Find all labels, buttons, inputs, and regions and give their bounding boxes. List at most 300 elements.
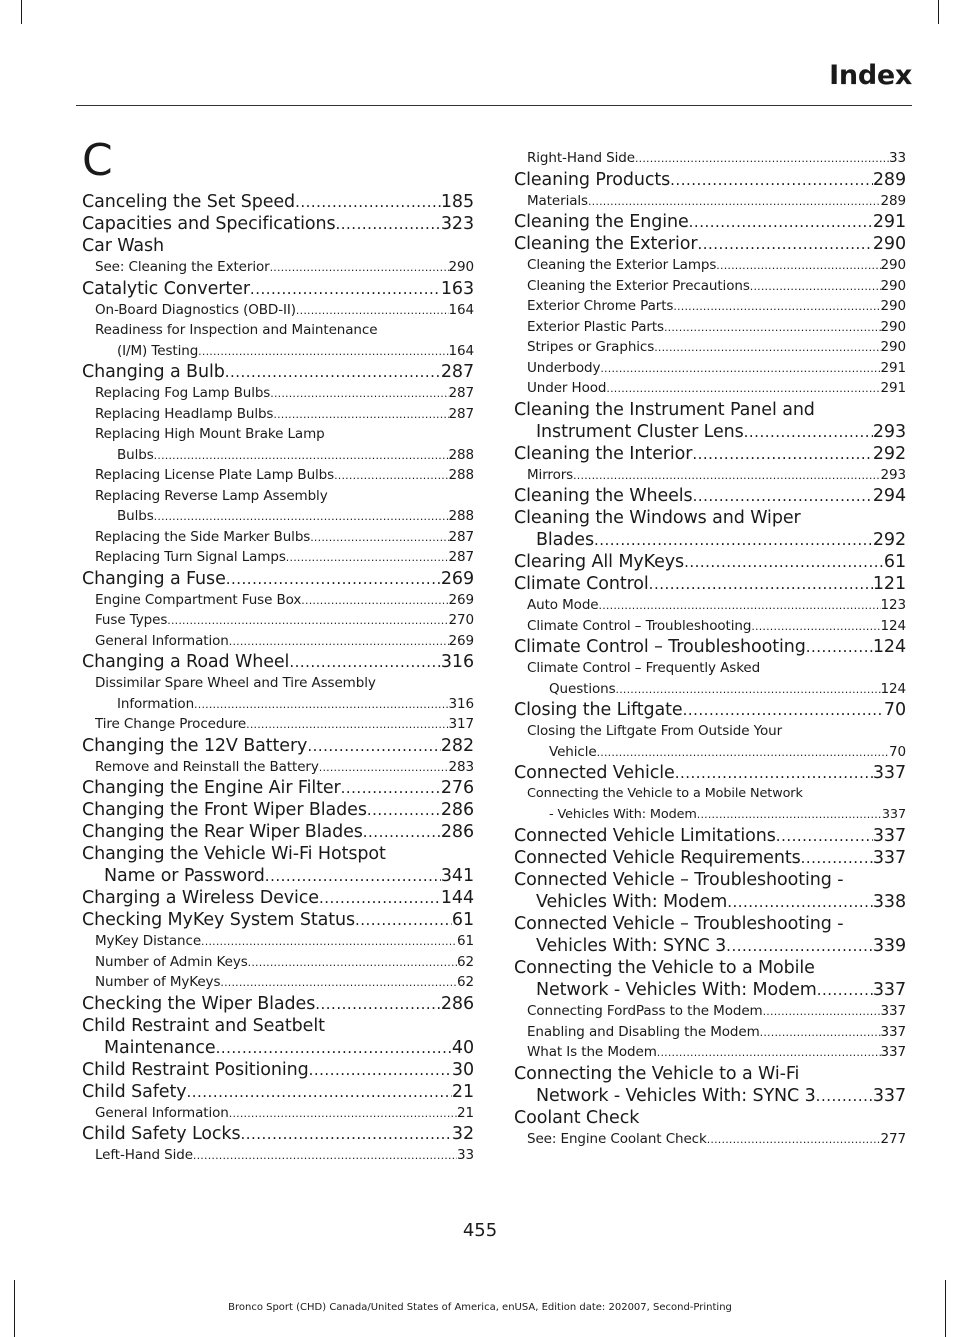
dot-leader [194, 695, 448, 716]
index-subentry [82, 714, 474, 736]
entry-page-number: 287 [448, 405, 474, 422]
entry-page-number: 291 [880, 359, 906, 376]
dot-leader [606, 379, 880, 400]
entry-label: Cleaning the Engine [514, 212, 689, 232]
entry-page-number: 287 [440, 362, 474, 382]
dot-leader [806, 636, 873, 658]
dot-leader [664, 318, 881, 339]
entry-label: Cleaning the Exterior Precautions [527, 277, 750, 294]
index-subentry [82, 757, 474, 779]
entry-page-number: 33 [889, 150, 906, 166]
entry-label: Closing the Liftgate [514, 700, 683, 720]
entry-label: Replacing the Side Marker Bulbs [95, 528, 311, 545]
entry-page-number: 164 [448, 342, 474, 359]
index-subentry [514, 378, 906, 400]
index-subentry [82, 952, 474, 974]
dot-leader [726, 935, 873, 957]
dot-leader [600, 359, 880, 380]
entry-page-number: 291 [880, 380, 906, 396]
index-subentry [514, 148, 906, 170]
index-entry [82, 1059, 474, 1081]
index-entry [82, 1081, 474, 1103]
index-subentry [82, 383, 474, 405]
index-subentry [82, 610, 474, 632]
index-subentry [514, 721, 906, 763]
entry-label: Changing a Road Wheel [82, 652, 290, 672]
entry-label: Information [117, 695, 195, 712]
index-entry [82, 735, 474, 757]
entry-page-number: 337 [872, 1085, 906, 1106]
dot-leader [319, 887, 441, 909]
entry-page-number: 293 [880, 466, 906, 483]
dot-leader [675, 762, 873, 784]
entry-label: Cleaning Products [514, 169, 671, 190]
entry-label: Materials [527, 192, 588, 209]
dot-leader [265, 865, 441, 887]
index-entry [82, 1015, 474, 1059]
entry-page-number: 337 [880, 1044, 906, 1060]
dot-leader [301, 591, 448, 612]
dot-leader [198, 342, 448, 363]
entry-label: Changing the Front Wiper Blades [82, 800, 367, 820]
index-subentry [514, 658, 906, 700]
entry-label: MyKey Distance [95, 933, 202, 949]
entry-label: Replacing Fog Lamp Bulbs [95, 385, 271, 401]
index-entry [82, 887, 474, 909]
dot-leader [220, 973, 457, 994]
index-subentry [82, 320, 474, 362]
index-subentry [82, 547, 474, 569]
index-entry [514, 573, 906, 595]
dot-leader [250, 278, 441, 300]
dot-leader [273, 405, 448, 426]
entry-label: Changing the Engine Air Filter [82, 778, 341, 798]
index-subentry [82, 300, 474, 322]
entry-label: Left-Hand Side [95, 1147, 193, 1163]
entry-page-number: 144 [440, 888, 474, 908]
entry-label: Name or Password [104, 866, 265, 886]
entry-page-number: 124 [880, 617, 906, 634]
dot-leader [336, 213, 441, 235]
index-entry [514, 233, 906, 255]
entry-page-number: 185 [440, 192, 474, 212]
dot-leader [341, 777, 441, 799]
entry-label: Replacing High Mount Brake Lamp [95, 426, 325, 442]
index-entry [514, 762, 906, 784]
entry-label: Questions [549, 680, 616, 697]
index-entry [82, 235, 474, 257]
index-subentry [82, 1103, 474, 1125]
entry-page-number: 32 [451, 1124, 474, 1144]
entry-label: See: Cleaning the Exterior [95, 259, 270, 275]
entry-page-number: 269 [440, 568, 474, 589]
entry-label: Connected Vehicle [514, 763, 675, 783]
entry-label: Fuse Types [95, 612, 168, 628]
entry-label: Climate Control – Frequently Asked [527, 660, 761, 676]
title-divider [76, 105, 912, 106]
entry-page-number: 337 [880, 1003, 906, 1019]
index-subentry [82, 486, 474, 528]
entry-label: Capacities and Specifications [82, 214, 336, 234]
entry-label: Replacing Headlamp Bulbs [95, 405, 274, 422]
entry-page-number: 277 [880, 1130, 906, 1147]
index-entry [82, 278, 474, 300]
entry-label: Replacing Turn Signal Lamps [95, 549, 286, 565]
index-entry [82, 361, 474, 383]
entry-label: Replacing Reverse Lamp Assembly [95, 487, 328, 504]
dot-leader [750, 277, 881, 298]
entry-page-number: 33 [457, 1147, 474, 1163]
entry-label: Car Wash [82, 236, 165, 256]
entry-label: Right-Hand Side [527, 150, 635, 166]
entry-label: Engine Compartment Fuse Box [95, 591, 302, 608]
entry-page-number: 290 [880, 277, 906, 294]
page-footer: Bronco Sport (CHD) Canada/United States of America, enUSA, Edition date: 202007, Second-Printing [228, 1302, 732, 1313]
entry-label: Connecting the Vehicle to a Mobile [514, 958, 815, 978]
dot-leader [310, 528, 448, 549]
entry-page-number: 287 [448, 385, 474, 401]
entry-page-number: 70 [883, 700, 906, 720]
entry-label: Connected Vehicle – Troubleshooting - [514, 870, 844, 890]
entry-page-number: 287 [448, 528, 474, 545]
entry-page-number: 337 [872, 826, 906, 846]
entry-label: Blades [536, 530, 594, 550]
entry-label: Connected Vehicle – Troubleshooting - [514, 914, 844, 934]
entry-label: (I/M) Testing [117, 342, 199, 359]
entry-page-number: 288 [448, 467, 474, 483]
dot-leader [270, 258, 449, 279]
entry-label: Closing the Liftgate From Outside Your [527, 723, 783, 739]
entry-page-number: 124 [872, 637, 906, 657]
index-subentry [82, 590, 474, 612]
index-subentry [514, 1042, 906, 1064]
entry-page-number: 21 [451, 1081, 474, 1102]
dot-leader [240, 1123, 451, 1145]
dot-leader [167, 611, 448, 632]
entry-page-number: 70 [889, 743, 906, 760]
entry-page-number: 289 [880, 192, 906, 209]
dot-leader [573, 466, 880, 487]
entry-page-number: 317 [448, 716, 474, 732]
entry-label: See: Engine Coolant Check [527, 1130, 707, 1147]
entry-label: Mirrors [527, 466, 574, 483]
entry-page-number: 293 [872, 421, 906, 442]
entry-page-number: 123 [880, 597, 906, 613]
entry-page-number: 288 [448, 508, 474, 524]
dot-leader [597, 743, 889, 764]
index-entry [82, 777, 474, 799]
dot-leader [657, 1043, 881, 1064]
entry-label: Cleaning the Windows and Wiper [514, 508, 801, 528]
page-number: 455 [462, 1220, 498, 1241]
dot-leader [707, 1130, 881, 1151]
entry-label: Network - Vehicles With: SYNC 3 [536, 1085, 816, 1106]
entry-label: Instrument Cluster Lens [536, 421, 744, 442]
entry-page-number: 337 [872, 980, 906, 1000]
dot-leader [289, 651, 441, 673]
index-entry [82, 993, 474, 1015]
index-entry [82, 843, 474, 887]
entry-label: Cleaning the Instrument Panel and [514, 399, 815, 420]
dot-leader [307, 735, 441, 757]
dot-leader [616, 680, 881, 701]
dot-leader [654, 338, 880, 359]
index-subentry [82, 424, 474, 466]
entry-page-number: 294 [872, 486, 906, 506]
entry-label: Child Safety Locks [82, 1124, 241, 1144]
entry-page-number: 338 [872, 892, 906, 912]
index-entry [514, 1063, 906, 1107]
dot-leader [201, 932, 457, 953]
entry-label: Remove and Reinstall the Battery [95, 758, 319, 775]
entry-label: Charging a Wireless Device [82, 888, 319, 908]
index-subentry [514, 317, 906, 339]
entry-label: Cleaning the Wheels [514, 486, 693, 506]
index-subentry [514, 1001, 906, 1023]
index-entry [514, 485, 906, 507]
crop-mark-top-left [21, 0, 22, 24]
entry-page-number: 21 [457, 1104, 474, 1121]
index-subentry [82, 1145, 474, 1167]
entry-page-number: 286 [440, 822, 474, 842]
entry-page-number: 61 [457, 933, 474, 949]
entry-page-number: 269 [448, 591, 474, 608]
entry-page-number: 286 [440, 800, 474, 820]
index-entry [514, 913, 906, 957]
dot-leader [248, 953, 457, 974]
entry-page-number: 62 [457, 953, 474, 970]
index-subentry [82, 931, 474, 953]
dot-leader [689, 211, 873, 233]
index-subentry [82, 673, 474, 715]
index-entry [82, 1123, 474, 1145]
entry-page-number: 337 [881, 806, 906, 822]
entry-label: Child Restraint Positioning [82, 1059, 309, 1080]
entry-label: - Vehicles With: Modem [549, 806, 697, 822]
dot-leader [355, 909, 452, 931]
entry-page-number: 339 [872, 936, 906, 956]
index-subentry [514, 595, 906, 617]
entry-page-number: 287 [448, 549, 474, 565]
dot-leader [367, 799, 441, 821]
dot-leader [716, 256, 880, 277]
index-subentry [514, 276, 906, 298]
index-entry [514, 699, 906, 721]
entry-label: Under Hood [527, 380, 607, 396]
index-entry [514, 1107, 906, 1129]
entry-page-number: 292 [872, 530, 906, 550]
dot-leader [296, 301, 449, 322]
index-subentry [82, 257, 474, 279]
index-entry [514, 211, 906, 233]
entry-label: Clearing All MyKeys [514, 552, 685, 572]
entry-page-number: 269 [448, 632, 474, 649]
index-subentry [514, 358, 906, 380]
dot-leader [154, 446, 449, 467]
index-entry [514, 636, 906, 658]
entry-label: Checking the Wiper Blades [82, 993, 316, 1014]
page-title: Index [829, 60, 912, 91]
entry-label: General Information [95, 1104, 229, 1121]
index-subentry [82, 465, 474, 487]
entry-label: Climate Control [514, 574, 649, 594]
entry-page-number: 121 [872, 574, 906, 594]
dot-leader [751, 617, 880, 638]
entry-label: Auto Mode [527, 597, 599, 613]
entry-label: Catalytic Converter [82, 278, 250, 299]
dot-leader [309, 1059, 452, 1081]
entry-page-number: 337 [880, 1023, 906, 1040]
dot-leader [673, 297, 880, 318]
dot-leader [683, 699, 884, 721]
dot-leader [225, 361, 441, 383]
entry-label: Changing a Fuse [82, 568, 226, 589]
index-entry [82, 568, 474, 590]
dot-leader [295, 191, 441, 213]
entry-page-number: 290 [448, 259, 474, 275]
entry-label: Replacing License Plate Lamp Bulbs [95, 467, 335, 483]
index-entry [82, 821, 474, 843]
index-entry [514, 169, 906, 191]
entry-page-number: 283 [448, 758, 474, 775]
entry-label: Coolant Check [514, 1107, 640, 1128]
entry-page-number: 286 [440, 993, 474, 1014]
dot-leader [697, 233, 872, 255]
entry-page-number: 341 [440, 866, 474, 886]
entry-label: Bulbs [117, 446, 154, 463]
entry-label: Stripes or Graphics [527, 339, 655, 355]
index-entry [82, 213, 474, 235]
entry-page-number: 288 [448, 446, 474, 463]
index-subentry [514, 296, 906, 318]
entry-label: Connecting the Vehicle to a Mobile Network [527, 786, 803, 801]
dot-leader [727, 891, 873, 913]
entry-page-number: 290 [880, 339, 906, 355]
entry-label: Changing the Rear Wiper Blades [82, 822, 363, 842]
dot-leader [649, 573, 873, 595]
entry-label: Connected Vehicle Requirements [514, 848, 801, 868]
index-entry [514, 507, 906, 551]
dot-leader [229, 1104, 457, 1125]
dot-leader [684, 551, 884, 573]
entry-label: Climate Control – Troubleshooting [514, 637, 806, 657]
entry-page-number: 62 [457, 974, 474, 990]
entry-label: Exterior Chrome Parts [527, 298, 674, 314]
entry-page-number: 290 [880, 257, 906, 273]
entry-page-number: 40 [451, 1037, 474, 1058]
entry-label: Maintenance [104, 1037, 216, 1058]
dot-leader [154, 507, 449, 528]
entry-label: Connecting FordPass to the Modem [527, 1003, 763, 1019]
dot-leader [760, 1023, 881, 1044]
dot-leader [334, 466, 448, 487]
dot-leader [801, 847, 873, 869]
index-subentry [514, 784, 906, 825]
index-entry [514, 825, 906, 847]
entry-label: Network - Vehicles With: Modem [536, 980, 817, 1000]
index-subentry [514, 465, 906, 487]
entry-page-number: 61 [883, 552, 906, 572]
entry-label: Connected Vehicle Limitations [514, 826, 776, 846]
dot-leader [588, 192, 881, 213]
dot-leader [693, 485, 873, 507]
entry-page-number: 291 [872, 212, 906, 232]
dot-leader [776, 825, 873, 847]
index-entry [82, 191, 474, 213]
dot-leader [816, 1085, 873, 1107]
dot-leader [315, 993, 441, 1015]
index-entry [82, 651, 474, 673]
entry-label: What Is the Modem [527, 1044, 657, 1060]
index-entry [514, 957, 906, 1001]
entry-page-number: 290 [880, 298, 906, 314]
entry-page-number: 323 [440, 214, 474, 234]
dot-leader [599, 596, 881, 617]
section-letter: C [82, 135, 113, 186]
entry-page-number: 316 [440, 652, 474, 672]
dot-leader [229, 632, 449, 653]
entry-label: On-Board Diagnostics (OBD-II) [95, 301, 296, 318]
dot-leader [594, 529, 873, 551]
entry-page-number: 30 [451, 1059, 474, 1080]
entry-page-number: 164 [448, 301, 474, 318]
index-entry [514, 551, 906, 573]
dot-leader [670, 169, 873, 191]
entry-page-number: 289 [872, 169, 906, 190]
dot-leader [286, 548, 449, 569]
index-entry [514, 399, 906, 443]
entry-label: Cleaning the Exterior [514, 234, 698, 254]
entry-page-number: 124 [880, 680, 906, 697]
index-subentry [514, 1129, 906, 1151]
entry-page-number: 290 [872, 234, 906, 254]
entry-label: Cleaning the Exterior Lamps [527, 257, 717, 273]
entry-label: General Information [95, 632, 229, 649]
crop-mark-top-right [938, 0, 939, 24]
entry-page-number: 163 [440, 278, 474, 299]
index-subentry [82, 404, 474, 426]
entry-label: Checking MyKey System Status [82, 910, 355, 930]
index-entry [82, 799, 474, 821]
entry-label: Number of MyKeys [95, 974, 221, 990]
entry-page-number: 292 [872, 443, 906, 464]
entry-label: Dissimilar Spare Wheel and Tire Assembly [95, 675, 376, 691]
entry-label: Changing a Bulb [82, 362, 225, 382]
dot-leader [193, 1146, 457, 1167]
dot-leader [186, 1081, 451, 1103]
entry-label: Changing the Vehicle Wi-Fi Hotspot [82, 844, 386, 864]
entry-label: Connecting the Vehicle to a Wi-Fi [514, 1063, 800, 1084]
index-entry [514, 847, 906, 869]
entry-label: Cleaning the Interior [514, 443, 693, 464]
entry-page-number: 337 [872, 848, 906, 868]
index-subentry [514, 191, 906, 213]
dot-leader [226, 568, 441, 590]
index-subentry [514, 337, 906, 359]
entry-page-number: 290 [880, 318, 906, 335]
entry-label: Exterior Plastic Parts [527, 318, 664, 335]
dot-leader [817, 979, 873, 1001]
dot-leader [319, 758, 449, 779]
index-entry [82, 909, 474, 931]
index-subentry [82, 527, 474, 549]
entry-page-number: 276 [440, 778, 474, 798]
index-subentry [514, 255, 906, 277]
dot-leader [763, 1002, 881, 1023]
entry-label: Child Safety [82, 1081, 187, 1102]
entry-label: Underbody [527, 359, 601, 376]
entry-page-number: 61 [451, 910, 474, 930]
